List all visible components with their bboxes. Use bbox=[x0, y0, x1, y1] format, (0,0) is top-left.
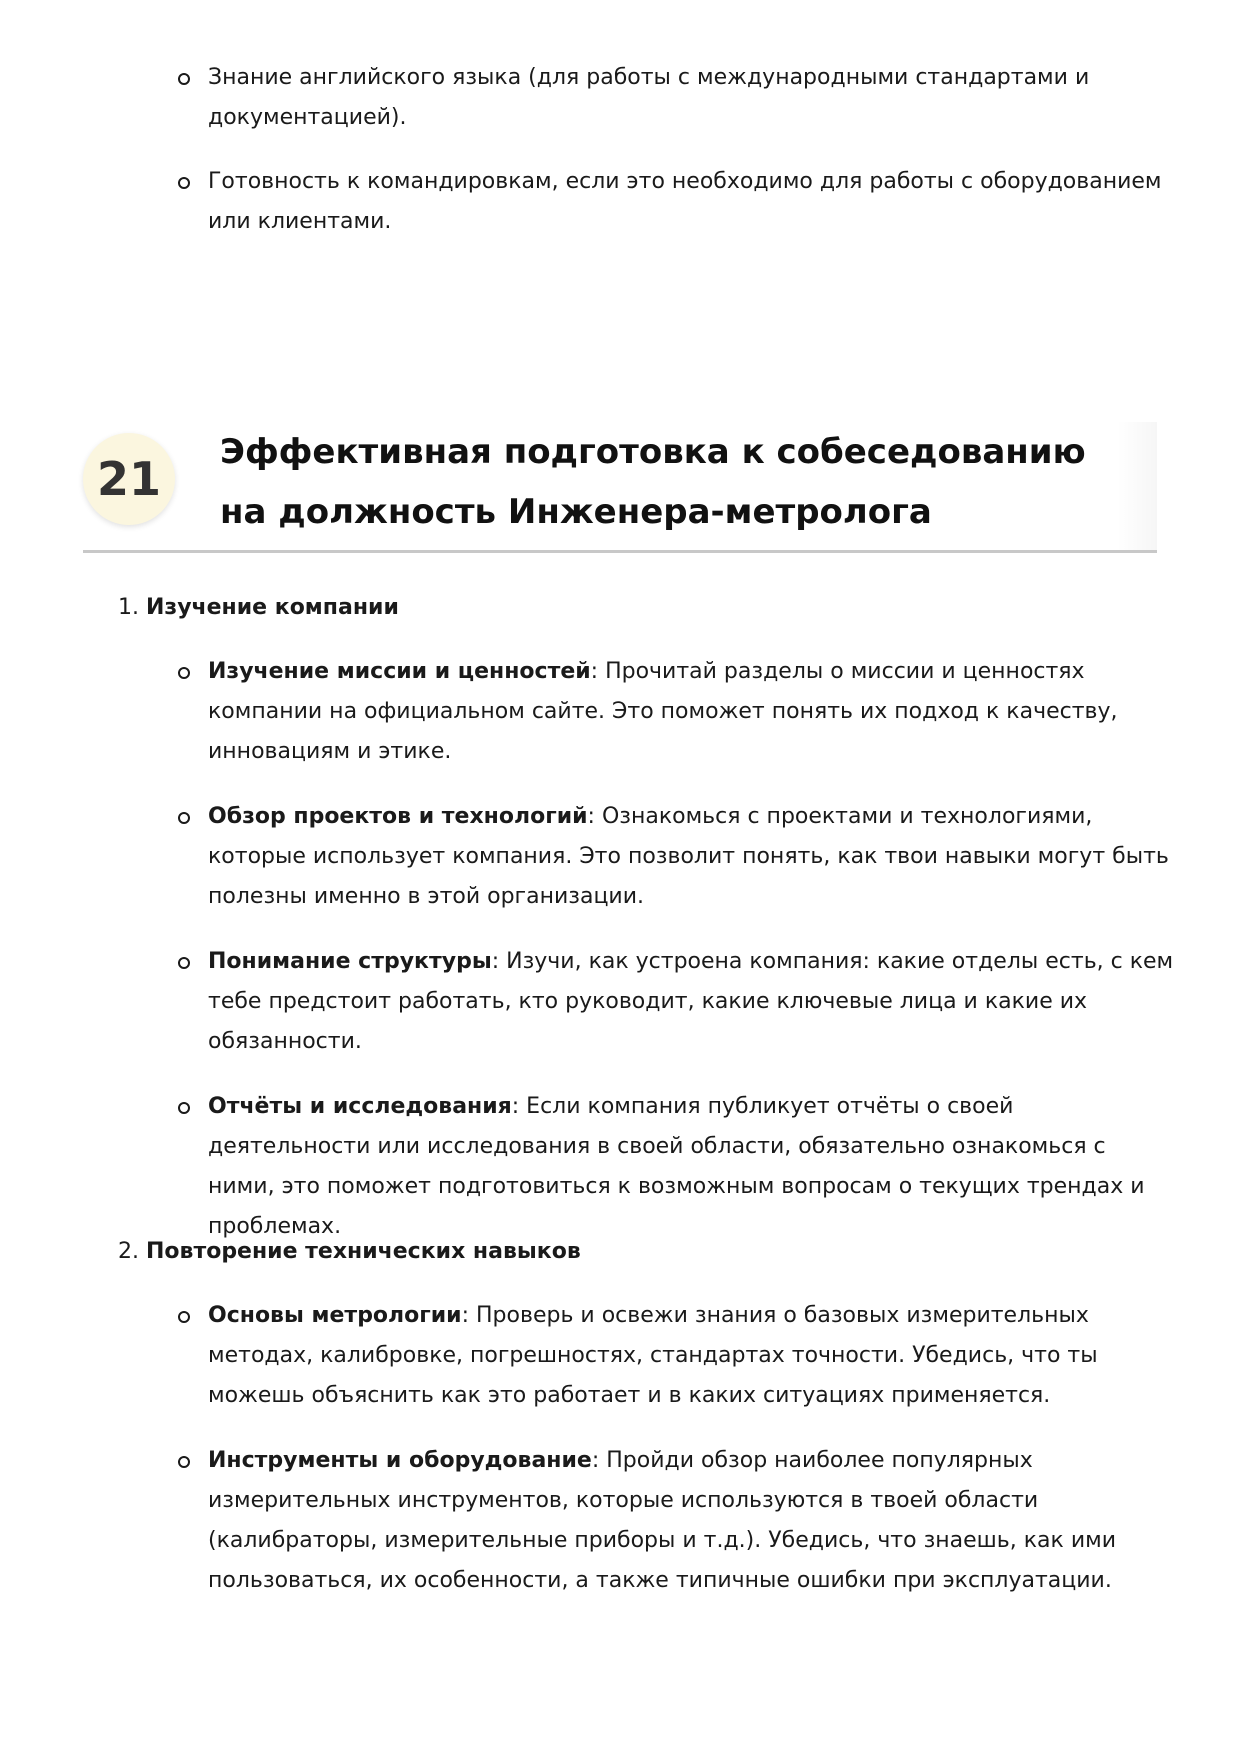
item-term: Инструменты и оборудование bbox=[208, 1448, 592, 1473]
list-item-text: Готовность к командировкам, если это необходимо для работы с оборудованием или клиентами. bbox=[208, 169, 1162, 234]
list-item bbox=[178, 652, 1178, 772]
step-number: 2. bbox=[118, 1239, 139, 1264]
list-item bbox=[178, 797, 1178, 917]
step-title: Изучение компании bbox=[146, 595, 399, 620]
requirements-list bbox=[178, 58, 1178, 242]
item-text: : Ознакомься с проектами и технологиями, которые использует компания. Это позволит понять, как твои навыки могут быть полезны именно в этой организации. bbox=[208, 804, 1169, 909]
item-text: : Если компания публикует отчёты о своей деятельности или исследования в своей области, обязательно ознакомься с ними, это поможет подготовиться к возможным вопросам о текущих трендах и проблемах. bbox=[208, 1094, 1145, 1239]
header-shade bbox=[1117, 422, 1157, 550]
list-item bbox=[178, 1441, 1178, 1601]
list-item bbox=[178, 942, 1178, 1062]
step-title: Повторение технических навыков bbox=[146, 1239, 581, 1264]
list-item bbox=[178, 1296, 1178, 1416]
step-heading bbox=[118, 1232, 581, 1272]
section-header bbox=[83, 422, 1157, 553]
item-text: : Пройди обзор наиболее популярных измерительных инструментов, которые используются в твоей области (калибраторы, измерительные приборы и т.д.). Убедись, что знаешь, как ими пользоваться, их особенности, а также типичные ошибки при эксплуатации. bbox=[208, 1448, 1117, 1593]
step-heading bbox=[118, 588, 399, 628]
list-item bbox=[178, 1087, 1178, 1247]
list-item bbox=[178, 162, 1178, 242]
step-2-list bbox=[178, 1296, 1178, 1601]
section-number-badge: 21 bbox=[83, 433, 175, 525]
item-term: Отчёты и исследования bbox=[208, 1094, 512, 1119]
item-term: Понимание структуры bbox=[208, 949, 492, 974]
item-text: : Проверь и освежи знания о базовых измерительных методах, калибровке, погрешностях, стандартах точности. Убедись, что ты можешь объяснить как это работает и в каких ситуациях применяется. bbox=[208, 1303, 1098, 1408]
item-term: Изучение миссии и ценностей bbox=[208, 659, 591, 684]
step-1-list bbox=[178, 652, 1178, 1247]
item-term: Обзор проектов и технологий bbox=[208, 804, 588, 829]
item-text: : Изучи, как устроена компания: какие отделы есть, с кем тебе предстоит работать, кто руководит, какие ключевые лица и какие их обязанности. bbox=[208, 949, 1174, 1054]
section-title: Эффективная подготовка к собеседованию на должность Инженера-метролога bbox=[220, 432, 1086, 532]
list-item-text: Знание английского языка (для работы с международными стандартами и документацией). bbox=[208, 65, 1090, 130]
item-term: Основы метрологии bbox=[208, 1303, 462, 1328]
step-number: 1. bbox=[118, 595, 139, 620]
list-item bbox=[178, 58, 1178, 138]
item-text: : Прочитай разделы о миссии и ценностях компании на официальном сайте. Это поможет понять их подход к качеству, инновациям и этике. bbox=[208, 659, 1118, 764]
